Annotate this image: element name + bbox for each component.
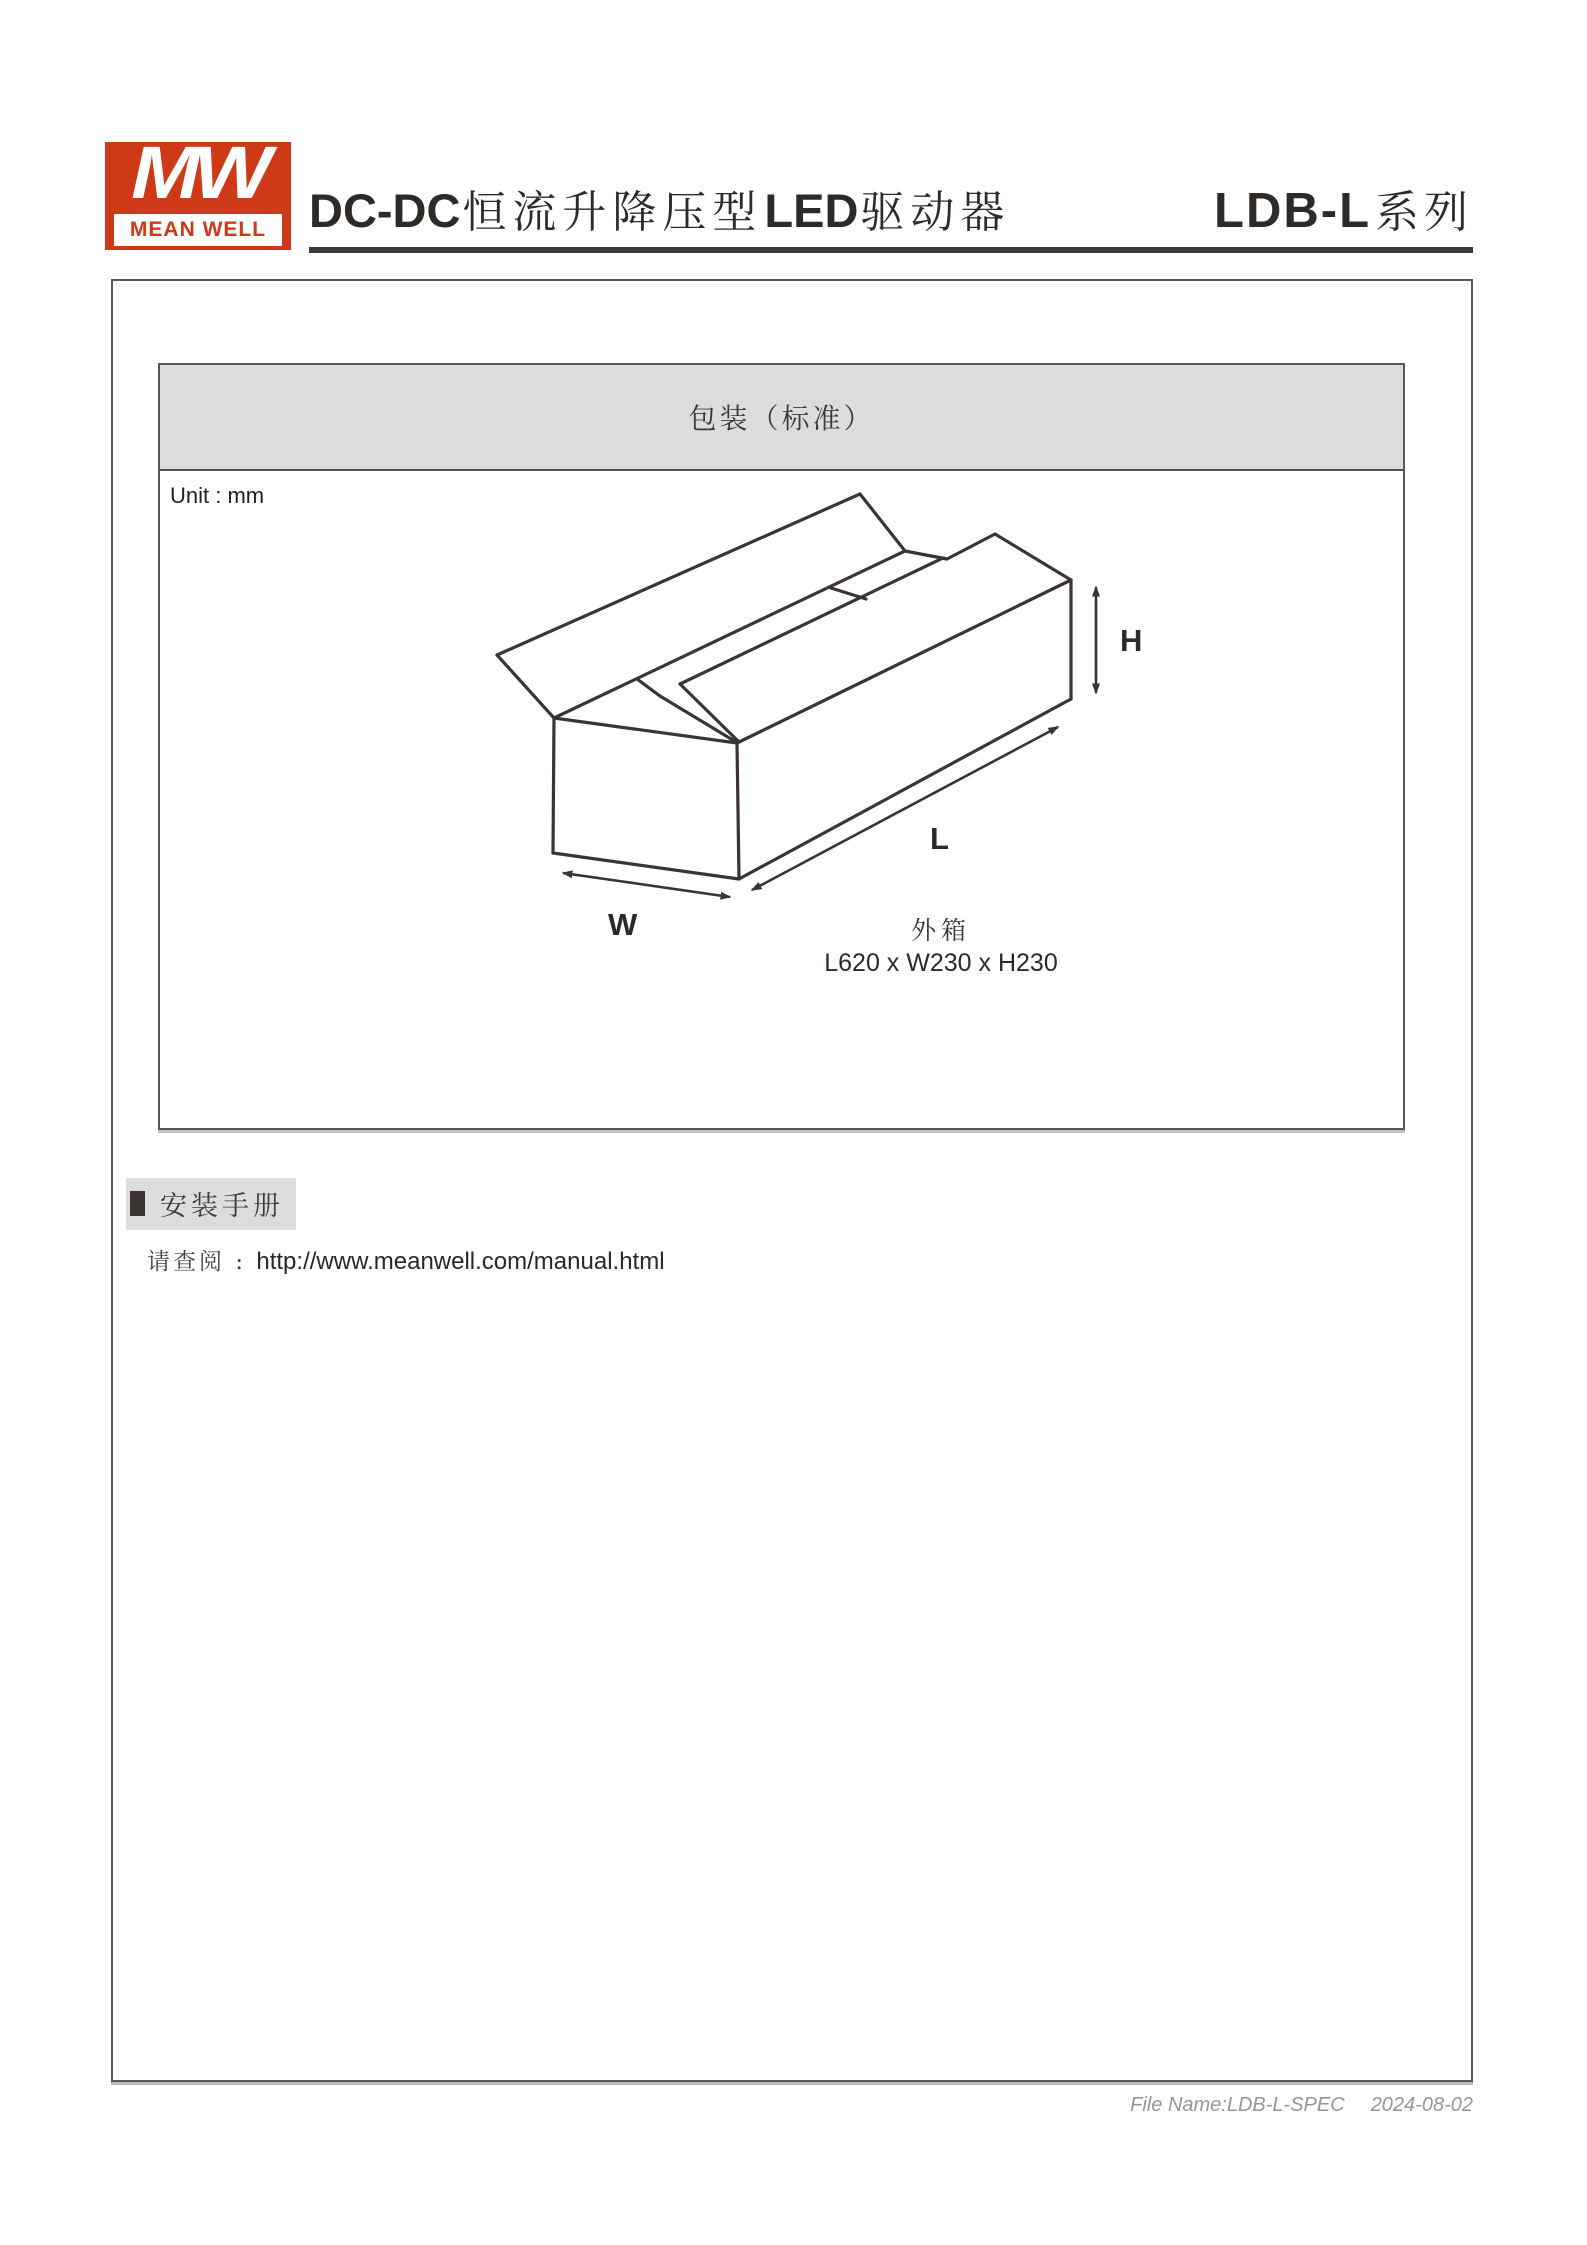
title-cjk-2: 驱动器: [860, 187, 1011, 238]
square-bullet-icon: [130, 1191, 145, 1216]
series-cjk: 系列: [1375, 187, 1473, 238]
page-title: [309, 176, 1012, 240]
series-latin: LDB-L: [1214, 184, 1371, 238]
footer-date: 2024-08-02: [1370, 2094, 1473, 2116]
footer-file-name: File Name:LDB-L-SPEC: [1130, 2094, 1345, 2116]
carton-dimensions: L620 x W230 x H230: [824, 949, 1058, 977]
dim-label-h: H: [1120, 623, 1143, 658]
manual-url-link[interactable]: http://www.meanwell.com/manual.html: [256, 1248, 665, 1275]
footer-fileinfo: [1130, 2094, 1473, 2117]
packaging-panel-header: [160, 365, 1403, 471]
packaging-panel: [158, 363, 1405, 1130]
title-latin-1: DC-DC: [309, 184, 461, 237]
packaging-panel-title: 包装（标准）: [688, 402, 875, 435]
manual-note: [147, 1243, 665, 1276]
series-title: [1214, 176, 1473, 240]
carton-diagram-main: [440, 457, 1200, 987]
title-latin-2: LED: [764, 184, 859, 237]
manual-section: [126, 1178, 665, 1276]
carton-label: 外箱: [910, 916, 972, 945]
manual-section-title: 安装手册: [160, 1191, 284, 1222]
manual-section-heading: [126, 1178, 296, 1230]
packaging-panel-body: [160, 471, 1403, 1126]
carton-flap-lines: [497, 494, 1071, 742]
dim-label-l: L: [930, 821, 949, 856]
title-cjk-1: 恒流升降压型: [462, 187, 763, 238]
dimension-arrows: [563, 587, 1096, 897]
header-title-row: [309, 186, 1473, 244]
meanwell-logo: [105, 142, 291, 250]
logo-brand-text: MEAN WELL: [114, 214, 282, 246]
title-underline: [309, 247, 1473, 253]
logo-mw-text: MW: [131, 142, 265, 214]
content-frame: [111, 279, 1473, 2082]
unit-label: Unit : mm: [170, 483, 265, 508]
dim-label-w: W: [608, 907, 638, 942]
manual-note-prefix: 请查阅 :: [147, 1249, 257, 1275]
carton-body-lines: [553, 580, 1071, 879]
